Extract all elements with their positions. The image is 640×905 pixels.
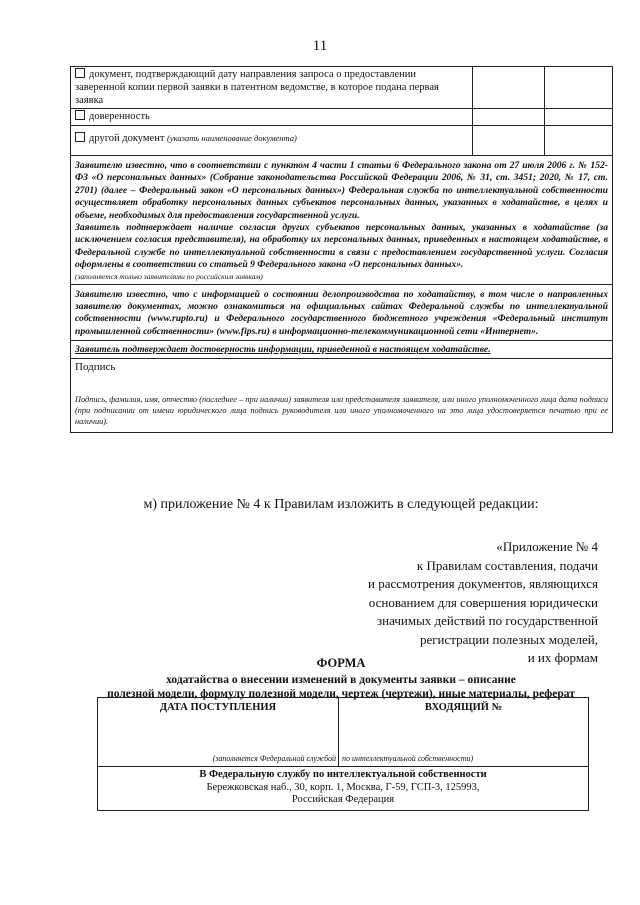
table-row — [71, 109, 613, 126]
receipt-date-header: ДАТА ПОСТУПЛЕНИЯ — [159, 702, 277, 713]
appendix-line: основанием для совершения юридически — [368, 594, 598, 610]
row-label: доверенность — [89, 111, 150, 122]
fill-note-left: (заполняется Федеральной службой — [212, 754, 336, 763]
personal-data-notice: Заявителю известно, что в соответствии с пунктом 4 части 1 статьи 6 Федерального закона от 27 июля 2006 г. № 152-ФЗ «О персональных данных» (Собрание законодательства Российской Федерации 2006, № 31, ст. 3451; 2020, № 17, ст. 2701) (далее – Федеральный закон «О персональных данных») Федеральная служба по интеллектуальной собственности осуществляет обработку персональных данных субъектов персональных данных, указанных в ходатайстве, в целях и объеме, необходимых для предоставления государственной услуги. — [75, 160, 608, 221]
appendix-line: и их формам — [527, 650, 598, 665]
accuracy-confirmation: Заявитель подтверждает достоверность информации, приведенной в настоящем ходатайстве. — [75, 344, 491, 356]
table-row — [71, 126, 613, 156]
appendix-line: и рассмотрения документов, являющихся — [368, 576, 598, 591]
form-title-block — [70, 656, 612, 701]
page-number: 11 — [312, 38, 328, 54]
fill-note-right: по интеллектуальной собственности) — [342, 754, 474, 763]
appendix-line: к Правилам составления, подачи — [416, 557, 598, 573]
form-title: ФОРМА — [316, 656, 366, 670]
country: Российская Федерация — [291, 794, 395, 805]
address: Бережковская наб., 30, корп. 1, Москва, Г-59, ГСП-3, 125993, — [206, 781, 480, 793]
application-table-continued — [70, 66, 613, 433]
signature-note: Подпись, фамилия, имя, отчество (последнее – при наличии) заявителя или представителя заявителя, или иного уполномоченного лица дата подписи (при подписании от имени юридического лица подпись руководителя или иного уполномоченного на это лица удостоверяется печатью при ее наличии). — [75, 394, 608, 426]
table-row — [71, 156, 613, 285]
case-info-notice: Заявителю известно, что с информацией о состоянии делопроизводства по ходатайству, в том числе о направленных заявителю документах, можно ознакомиться на официальных сайтах Федеральной службы по интеллектуальной собственности (www.rupto.ru) и Федерального государственного бюджетного учреждения «Федеральный институт промышленной собственности» (www.fips.ru) в информационно-телекоммуникационной сети «Интернет». — [75, 288, 608, 337]
table-row — [71, 358, 613, 432]
consent-confirmation: Заявитель подтверждает наличие согласия других субъектов персональных данных, указанных в ходатайстве (за исключением согласия представителя), на обработку их персональных данных, приведенных в настоящем ходатайстве, в Федеральной службе по интеллектуальной собственности в связи с предоставлением государственной услуги. Согласия оформлены в соответствии со статьей 9 Федерального закона «О персональных данных». — [75, 222, 608, 271]
appendix-header — [368, 538, 598, 668]
signature-label: Подпись — [75, 360, 116, 373]
appendix-line: регистрации полезных моделей, — [419, 631, 598, 647]
table-row — [71, 67, 613, 109]
table-row — [71, 284, 613, 341]
consent-note: (заполняется только заявителями по российским заявкам) — [75, 271, 263, 281]
form-subtitle: полезной модели, формулу полезной модели, чертеж (чертежи), иные материалы, реферат — [107, 688, 575, 700]
row-label: документ, подтверждающий дату направления запроса о предоставлении заверенной копии первой заявки в патентном ведомстве, в которое подана первая заявка — [75, 69, 439, 106]
appendix-line: «Приложение № 4 — [496, 539, 598, 554]
checkbox-priority-document[interactable] — [75, 68, 85, 78]
row-label: другой документ — [89, 133, 165, 144]
amendment-heading: м) приложение № 4 к Правилам изложить в следующей редакции: — [143, 497, 539, 512]
checkbox-other-document[interactable] — [75, 132, 85, 142]
table-row — [98, 767, 589, 811]
addressee: В Федеральную службу по интеллектуальной собственности — [199, 769, 487, 780]
row-note: (указать наименование документа) — [167, 133, 297, 143]
table-row — [98, 698, 589, 767]
table-row — [71, 341, 613, 358]
checkbox-power-of-attorney[interactable] — [75, 110, 85, 120]
incoming-number-header: ВХОДЯЩИЙ № — [424, 702, 503, 713]
receipt-table — [97, 697, 589, 811]
form-subtitle: ходатайства о внесении изменений в документы заявки – описание — [166, 674, 516, 686]
appendix-line: значимых действий по государственной — [377, 613, 598, 628]
